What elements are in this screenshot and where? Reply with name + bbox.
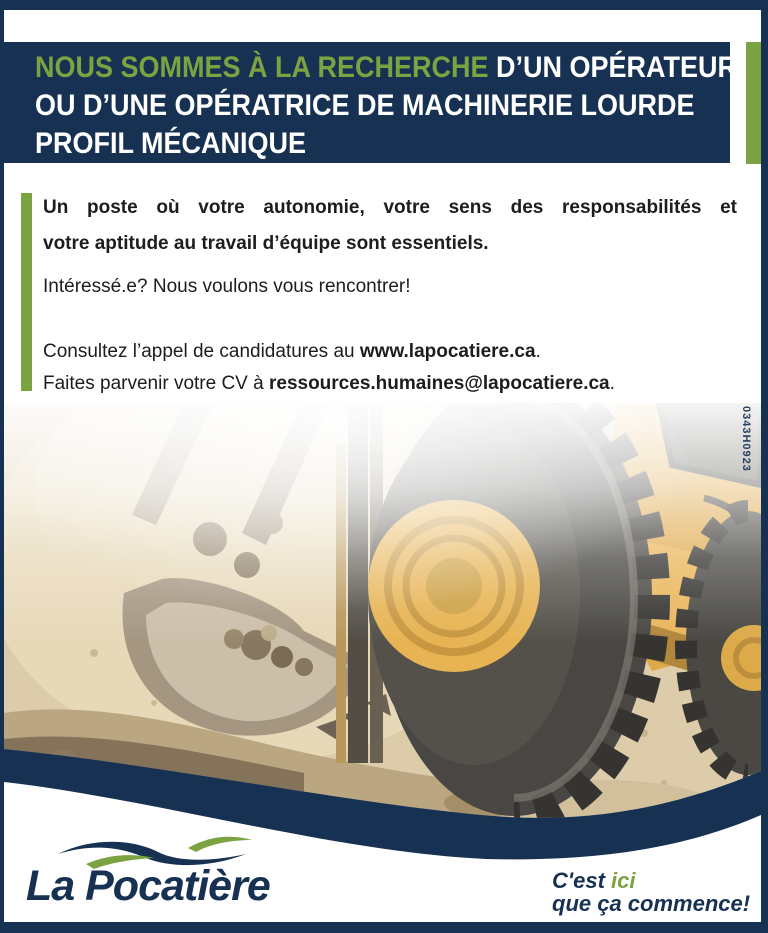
slogan-line1-accent: ici	[611, 868, 636, 893]
email-line	[43, 369, 737, 399]
intro-line2: votre aptitude au travail d’équipe sont essentiels.	[43, 233, 489, 254]
photo-credit-code: 0343H0923	[740, 406, 752, 472]
interested-line: Intéressé.e? Nous voulons vous rencontrer!	[43, 276, 411, 297]
intro-paragraph	[43, 190, 737, 262]
website-line	[43, 337, 737, 367]
copy-green-bar	[21, 193, 32, 391]
photo-scene	[4, 403, 761, 873]
frame-top-bar	[0, 0, 768, 10]
slogan-line1-prefix: C'est	[552, 868, 612, 893]
logo-text: La Pocatière	[26, 862, 270, 910]
headline-line2: OU D’UNE OPÉRATRICE DE MACHINERIE LOURDE	[35, 89, 695, 122]
machinery-photo	[4, 403, 761, 873]
email-line-prefix: Faites parvenir votre CV à	[43, 373, 269, 394]
slogan-line1	[552, 869, 750, 892]
headline-line1-green: NOUS SOMMES À LA RECHERCHE	[35, 51, 489, 84]
footer-slogan	[552, 869, 750, 915]
banner-green-accent	[746, 42, 761, 164]
frame-bottom-bar	[0, 922, 768, 933]
intro-line1: Un poste où votre autonomie, votre sens des responsabilités et	[43, 197, 737, 218]
headline-banner	[4, 42, 738, 163]
headline-line1-white: D’UN OPÉRATEUR	[496, 51, 738, 84]
website-link[interactable]: www.lapocatiere.ca	[359, 341, 536, 362]
website-line-prefix: Consultez l’appel de candidatures au	[43, 341, 360, 362]
email-link[interactable]: ressources.humaines@lapocatiere.ca	[268, 373, 610, 394]
email-line-suffix: .	[609, 373, 615, 394]
website-line-suffix: .	[535, 341, 541, 362]
headline-line3: PROFIL MÉCANIQUE	[35, 127, 307, 160]
frame-right-border	[761, 0, 768, 933]
machinery-photo-art	[4, 403, 761, 873]
slogan-line2: que ça commence!	[552, 891, 751, 916]
headline-line1	[35, 49, 738, 87]
body-copy	[43, 190, 737, 399]
